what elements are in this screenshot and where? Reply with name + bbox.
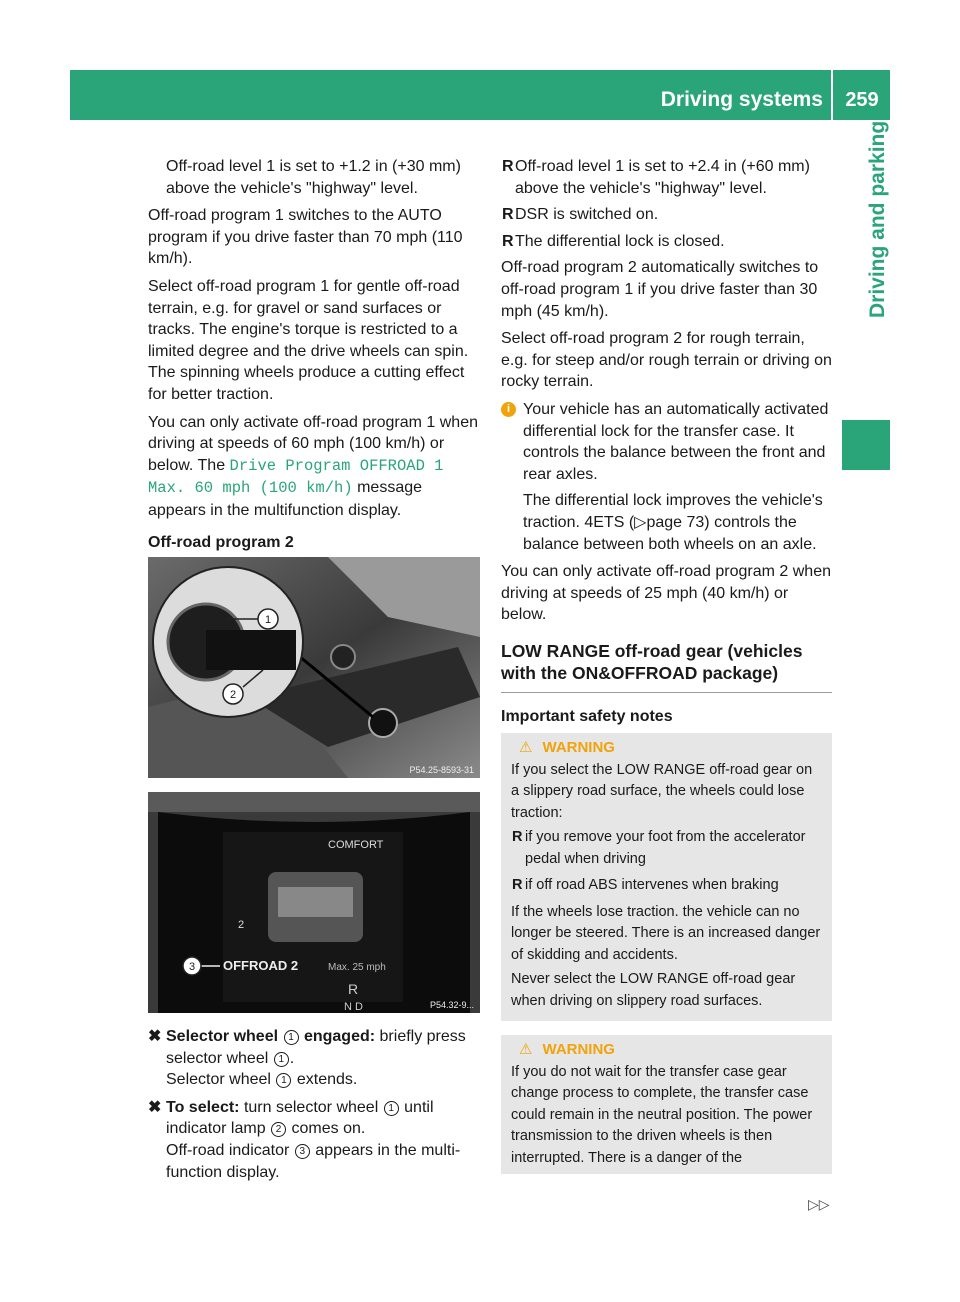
image-code-2: P54.32-9... xyxy=(429,1000,474,1010)
gear-r: R xyxy=(348,981,359,997)
warning-2-text: If you do not wait for the transfer case gear change process to complete, the transfer case could remain in the neutral position. The power transmission to the driven wheels is then interrupted. There is a danger of the xyxy=(511,1063,813,1166)
marker-2: 2 xyxy=(229,689,237,701)
right-heading: LOW RANGE off-road gear (vehicles with the ON&OFFROAD package) xyxy=(501,640,803,683)
selector-wheel-illustration xyxy=(148,557,480,778)
step-1: ✖ Selector wheel 1 engaged: briefly press selector wheel 1 . Selector wheel 1 extends. xyxy=(148,1028,466,1089)
right-paragraph-2: Select off-road program 2 for rough terrain, e.g. for steep and/or rough terrain or driving on rocky terrain. xyxy=(501,330,832,391)
warning-title: WARNING xyxy=(542,1041,615,1058)
instrument-cluster-illustration xyxy=(148,792,480,1013)
warning-1-text-3: Never select the LOW RANGE off-road gear when driving on slippery road surfaces. xyxy=(511,971,796,1009)
marker-3-inline: 3 xyxy=(295,1144,310,1159)
left-paragraph-2: Select off-road program 1 for gentle off-road terrain, e.g. for gravel or sand surfaces or tracks. The engine's torque is restricted to a limited degree and the drive wheels can spin. The spinning wheels produce a cutting effect for better traction. xyxy=(148,277,469,403)
marker-1-inline: 1 xyxy=(274,1052,289,1067)
right-subheading: Important safety notes xyxy=(501,708,673,725)
right-column xyxy=(501,156,834,684)
offroad-indicator: OFFROAD 2 xyxy=(223,958,299,973)
warning-1-text-2: If the wheels lose traction. the vehicle can no longer be steered. There is an increased danger of skidding and accidents. xyxy=(511,903,821,963)
gear-nd: N D xyxy=(344,1001,363,1013)
marker-3: 3 xyxy=(188,961,196,973)
warning-icon: ⚠ xyxy=(519,739,533,756)
continue-mark: ▷▷ xyxy=(808,1196,830,1212)
heading-rule xyxy=(501,692,832,693)
left-column xyxy=(148,156,480,553)
marker-1-inline: 1 xyxy=(276,1073,291,1088)
right-paragraph-1: Off-road program 2 automatically switches to off-road program 1 if you drive faster than 30 mph (45 km/h). xyxy=(501,259,819,320)
info-note: i Your vehicle has an automatically activated differential lock for the transfer case. It controls the balance between the front and rear axles. The differential lock improves the vehicle's traction. 4ETS (▷page 73) controls the balance between both wheels on an axle. xyxy=(501,399,834,555)
bullet-item: R Off-road level 1 is set to +2.4 in (+60 mm) above the vehicle's "highway" level. xyxy=(502,158,810,197)
comfort-label: COMFORT xyxy=(328,839,384,851)
page-number: 259 xyxy=(845,89,879,111)
warning-bullet: R if off road ABS intervenes when braking xyxy=(512,877,779,893)
bullet-item: R The differential lock is closed. xyxy=(502,232,725,250)
left-paragraph-3: You can only activate off-road program 1 when driving at speeds of 60 mph (100 km/h) or below. The Drive Program OFFROAD 1 Max. 60 mph (100 km/h) message appears in the multifunction display. xyxy=(148,413,478,519)
step-2: ✖ To select: turn selector wheel 1 until indicator lamp 2 comes on. Off-road indicator 3 appears in the multi-function display. xyxy=(148,1098,461,1181)
steps-list xyxy=(148,1026,480,1189)
display-message: Drive Program OFFROAD 1 Max. 60 mph (100 km/h) xyxy=(148,456,444,498)
marker-1-inline: 1 xyxy=(384,1101,399,1116)
side-tab-marker xyxy=(842,420,890,470)
marker-1-inline: 1 xyxy=(284,1030,299,1045)
instrument-cluster-photo xyxy=(148,792,480,1013)
warning-title: WARNING xyxy=(542,739,615,756)
cluster-number: 2 xyxy=(238,919,245,931)
marker-2-inline: 2 xyxy=(271,1122,286,1137)
step-arrow-icon: ✖ xyxy=(148,1098,162,1116)
warning-icon: ⚠ xyxy=(519,1041,533,1058)
selector-wheel-photo xyxy=(148,557,480,778)
right-paragraph-3: You can only activate off-road program 2 when driving at speeds of 25 mph (40 km/h) or below. xyxy=(501,563,831,624)
max-speed-label: Max. 25 mph xyxy=(328,962,386,973)
left-heading: Off-road program 2 xyxy=(148,533,294,551)
warning-bullet: R if you remove your foot from the accelerator pedal when driving xyxy=(512,829,806,867)
header-separator xyxy=(831,70,833,120)
header-title: Driving systems xyxy=(660,88,823,111)
info-icon: i xyxy=(501,402,516,417)
warning-box-1 xyxy=(501,733,832,1021)
left-intro: Off-road level 1 is set to +1.2 in (+30 mm) above the vehicle's "highway" level. xyxy=(166,158,461,197)
step-arrow-icon: ✖ xyxy=(148,1028,162,1045)
warning-box-2 xyxy=(501,1035,832,1174)
image-code-1: P54.25-8593-31 xyxy=(409,765,474,775)
side-section-title: Driving and parking xyxy=(866,120,889,318)
marker-1: 1 xyxy=(264,614,272,626)
bullet-item: R DSR is switched on. xyxy=(502,206,659,224)
warning-1-text: If you select the LOW RANGE off-road gear on a slippery road surface, the wheels could lose traction: xyxy=(511,761,813,821)
left-paragraph-1: Off-road program 1 switches to the AUTO program if you drive faster than 70 mph (110 km/h). xyxy=(148,207,463,268)
page-ref-arrow-icon: ▷ xyxy=(634,513,647,531)
